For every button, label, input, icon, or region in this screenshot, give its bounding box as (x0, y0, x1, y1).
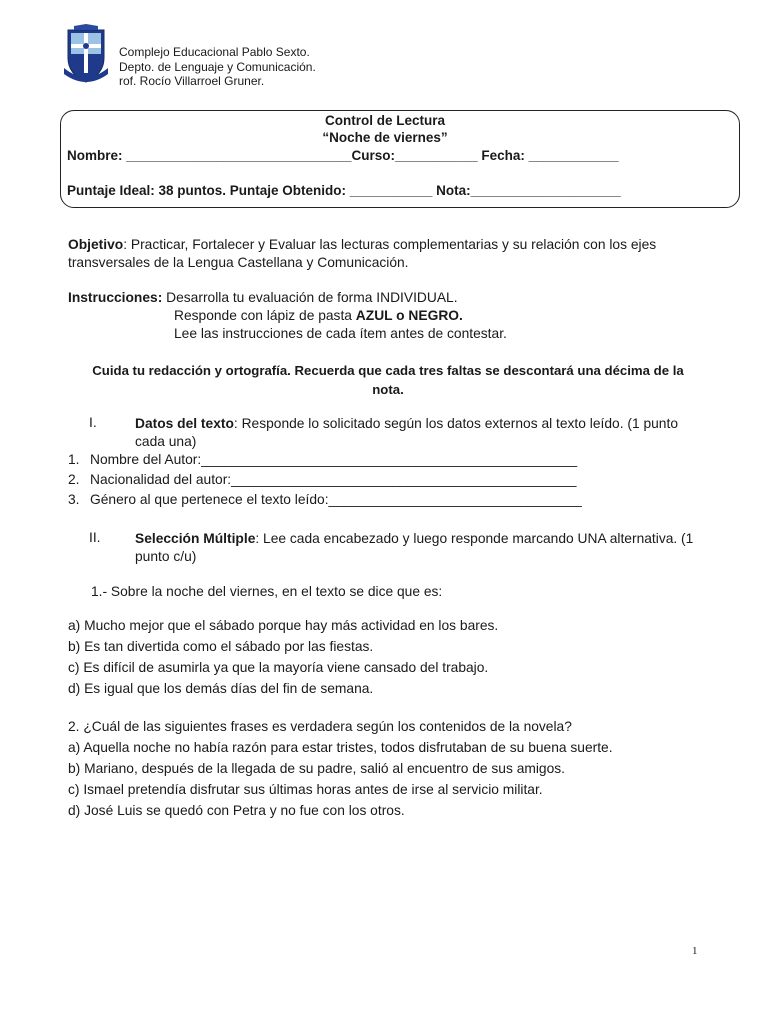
exam-subtitle: “Noche de viernes” (322, 130, 448, 145)
page-number: 1 (692, 945, 698, 957)
list-item[interactable] (68, 492, 582, 507)
section-1-number: I. (89, 415, 97, 430)
instructions-label: Instrucciones: (68, 290, 163, 305)
section-2-title: Selección Múltiple (135, 531, 256, 546)
school-crest-logo (62, 24, 110, 88)
answer-option[interactable]: b) Mariano, después de la llegada de su padre, salió al encuentro de sus amigos. (68, 761, 565, 776)
list-item[interactable] (68, 452, 577, 467)
question-1-prompt: 1.- Sobre la noche del viernes, en el texto se dice que es: (91, 584, 443, 599)
score-line[interactable]: Puntaje Ideal: 38 puntos. Puntaje Obtenido: ___________ Nota:____________________ (67, 183, 621, 198)
answer-option[interactable]: a) Mucho mejor que el sábado porque hay más actividad en los bares. (68, 618, 499, 633)
objective-label: Objetivo (68, 237, 124, 252)
section-2-heading (135, 530, 695, 566)
section-2-text: : Lee cada encabezado y luego responde marcando UNA alternativa. (1 punto c/u) (135, 531, 694, 564)
instructions-block (68, 289, 507, 343)
answer-option[interactable]: c) Es difícil de asumirla ya que la mayoría viene cansado del trabajo. (68, 660, 489, 675)
list-item[interactable] (68, 472, 576, 487)
question-2-block (68, 717, 613, 822)
school-name: Complejo Educacional Pablo Sexto. (119, 45, 310, 59)
student-info-line[interactable]: Nombre: ______________________________Curso:___________ Fecha: ____________ (67, 148, 619, 163)
answer-option[interactable]: c) Ismael pretendía disfrutar sus últimas horas antes de irse al servicio militar. (68, 782, 543, 797)
instruction-line-2-bold: AZUL o NEGRO. (355, 308, 463, 323)
section-1-heading (135, 415, 695, 451)
section-2-number: II. (89, 530, 101, 545)
list-item-text: Género al que pertenece el texto leído:_________________________________ (90, 492, 582, 507)
school-info (119, 45, 316, 89)
list-item-text: Nacionalidad del autor:_____________________________________________ (90, 472, 577, 487)
exam-title: Control de Lectura (324, 113, 445, 128)
list-item-text: Nombre del Autor:_________________________________________________ (90, 452, 578, 467)
objective-paragraph (68, 236, 708, 272)
objective-text: : Practicar, Fortalecer y Evaluar las lecturas complementarias y su relación con los ejes transversales de la Lengua Castellana y Comunicación. (68, 237, 657, 270)
instruction-line-2: Responde con lápiz de pasta (174, 308, 356, 323)
list-item-number: 3. (68, 492, 80, 507)
exam-header-box (60, 110, 740, 208)
spelling-warning: Cuida tu redacción y ortografía. Recuerda que cada tres faltas se descontará una décima de la nota. (92, 363, 684, 397)
section-1-text: : Responde lo solicitado según los datos externos al texto leído. (1 punto cada una) (135, 416, 678, 449)
answer-option[interactable]: b) Es tan divertida como el sábado por las fiestas. (68, 639, 374, 654)
question-2-prompt: 2. ¿Cuál de las siguientes frases es verdadera según los contenidos de la novela? (68, 719, 572, 734)
list-item-number: 2. (68, 472, 80, 487)
answer-option[interactable]: a) Aquella noche no había razón para estar tristes, todos disfrutaban de su buena suerte. (68, 740, 613, 755)
answer-option[interactable]: d) Es igual que los demás días del fin de semana. (68, 681, 374, 696)
list-item-number: 1. (68, 452, 80, 467)
department-name: Depto. de Lenguaje y Comunicación. (119, 59, 316, 74)
teacher-name: rof. Rocío Villarroel Gruner. (119, 74, 265, 88)
instruction-line-3: Lee las instrucciones de cada ítem antes de contestar. (174, 326, 507, 341)
section-1-title: Datos del texto (135, 416, 234, 431)
instruction-line-1: Desarrolla tu evaluación de forma INDIVIDUAL. (162, 290, 458, 305)
answer-option[interactable]: d) José Luis se quedó con Petra y no fue con los otros. (68, 803, 405, 818)
question-1-options (68, 616, 498, 700)
